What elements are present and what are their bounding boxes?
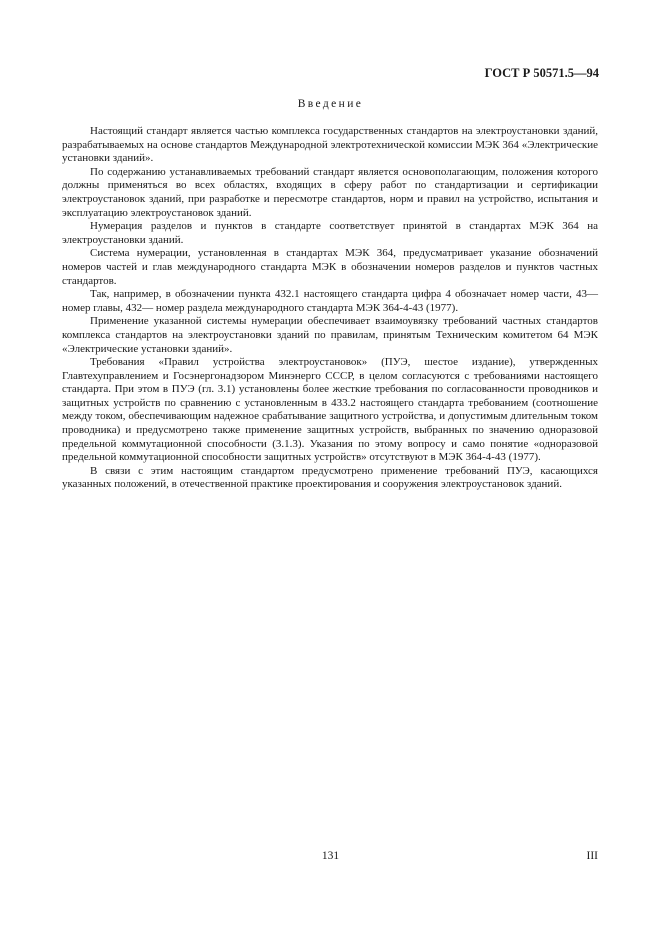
paragraph: Применение указанной системы нумерации обеспечивает взаимоувязку требований частных стандартов комплекса стандартов на электроустановки зданий по правилам, принятым Техническим комитетом 64 МЭК «Электрические установки зданий». bbox=[62, 315, 598, 355]
paragraph: Нумерация разделов и пунктов в стандарте соответствует принятой в стандартах МЭК 364 на электроустановки зданий. bbox=[62, 220, 598, 246]
section-title: Введение bbox=[297, 98, 364, 110]
paragraph: Система нумерации, установленная в стандартах МЭК 364, предусматривает указание обозначений номеров частей и глав международного стандарта МЭК в обозначении номеров разделов и пунктов частных стандартов. bbox=[62, 247, 598, 287]
paragraph: Настоящий стандарт является частью комплекса государственных стандартов на электроустановки зданий, разрабатываемых на основе стандартов Международной электротехнической комиссии МЭК 364 «Электрические установки зданий». bbox=[62, 125, 598, 165]
paragraph: Так, например, в обозначении пункта 432.1 настоящего стандарта цифра 4 обозначает номер части, 43— номер главы, 432— номер раздела международного стандарта МЭК 364-4-43 (1977). bbox=[62, 288, 598, 314]
page-number: 131 bbox=[321, 850, 340, 862]
document-code: ГОСТ Р 50571.5—94 bbox=[484, 66, 599, 80]
roman-page-number: III bbox=[586, 850, 598, 862]
paragraph: Требования «Правил устройства электроустановок» (ПУЭ, шестое издание), утвержденных Главтехуправлением и Госэнергонадзором Минэнерго СССР, в целом согласуются с требованиями настоящего стандарта. При этом в ПУЭ (гл. 3.1) установлены более жесткие требования по согласованности проводников и защитных устройств по сравнению с установленным в 433.2 настоящего стандарта требованием (соотношение между током, обеспечивающим надежное срабатывание защитного устройства, и допустимым длительным током проводника) и предусмотрено также применение защитных устройств, выбранных по значению одноразовой предельной коммутационной способности (3.1.3). Указания по этому вопросу и само понятие «одноразовой предельной коммутационной способности защитных устройств» отсутствуют в МЭК 364-4-43 (1977). bbox=[62, 356, 598, 464]
paragraph: По содержанию устанавливаемых требований стандарт является основополагающим, положения которого должны применяться во всех областях, входящих в сферу работ по стандартизации и сертификации электроустановок зданий, при разработке и пересмотре стандартов, норм и правил на устройство, испытания и эксплуатацию электроустановок зданий. bbox=[62, 165, 598, 219]
paragraph: В связи с этим настоящим стандартом предусмотрено применение требований ПУЭ, касающихся указанных положений, в отечественной практике проектирования и сооружения электроустановок зданий. bbox=[62, 464, 598, 491]
document-body bbox=[62, 125, 598, 492]
